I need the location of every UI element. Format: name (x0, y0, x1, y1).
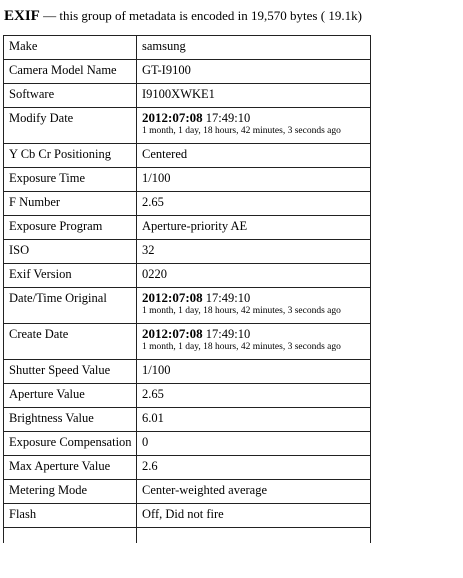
table-row (4, 408, 371, 432)
table-row (4, 84, 371, 108)
row-key: Max Aperture Value (4, 456, 137, 480)
table-row (4, 264, 371, 288)
row-value: Off, Did not fire (137, 504, 371, 528)
row-key: Exposure Program (4, 216, 137, 240)
table-row (4, 480, 371, 504)
table-row (4, 456, 371, 480)
row-value: GT-I9100 (137, 60, 371, 84)
table-row (4, 36, 371, 60)
table-row (4, 324, 371, 360)
table-row (4, 168, 371, 192)
row-value: 32 (137, 240, 371, 264)
relative-time: 1 month, 1 day, 18 hours, 42 minutes, 3 seconds ago (142, 306, 341, 316)
table-row (4, 144, 371, 168)
row-key: Metering Mode (4, 480, 137, 504)
row-value (137, 288, 371, 324)
row-key: Exposure Time (4, 168, 137, 192)
exif-table (3, 35, 371, 543)
time-value: 17:49:10 (205, 291, 251, 305)
row-value: I9100XWKE1 (137, 84, 371, 108)
table-row (4, 240, 371, 264)
row-key: F Number (4, 192, 137, 216)
table-row (4, 216, 371, 240)
row-value (137, 108, 371, 144)
row-value: Aperture-priority AE (137, 216, 371, 240)
row-key: Software (4, 84, 137, 108)
row-value: 1/100 (137, 360, 371, 384)
row-key: Aperture Value (4, 384, 137, 408)
row-value: 2.6 (137, 456, 371, 480)
relative-time: 1 month, 1 day, 18 hours, 42 minutes, 3 seconds ago (142, 342, 341, 352)
heading-size: ( 19.1k) (320, 8, 362, 23)
table-row (4, 360, 371, 384)
row-value-empty (137, 528, 371, 544)
row-key: Modify Date (4, 108, 137, 144)
table-row (4, 192, 371, 216)
row-key: Brightness Value (4, 408, 137, 432)
row-value: 1/100 (137, 168, 371, 192)
row-value: 2.65 (137, 192, 371, 216)
row-value (137, 324, 371, 360)
row-key: Date/Time Original (4, 288, 137, 324)
row-value: 2.65 (137, 384, 371, 408)
heading-dash: — (39, 8, 60, 23)
row-key: ISO (4, 240, 137, 264)
row-value: 0 (137, 432, 371, 456)
row-value: 6.01 (137, 408, 371, 432)
time-value: 17:49:10 (205, 327, 251, 341)
relative-time: 1 month, 1 day, 18 hours, 42 minutes, 3 seconds ago (142, 126, 341, 136)
table-row (4, 60, 371, 84)
time-value: 17:49:10 (205, 111, 251, 125)
table-row (4, 432, 371, 456)
heading-text: this group of metadata is encoded in 19,570 bytes (59, 8, 318, 23)
table-row (4, 384, 371, 408)
row-key: Exposure Compensation (4, 432, 137, 456)
date-value: 2012:07:08 (142, 326, 203, 341)
row-key: Camera Model Name (4, 60, 137, 84)
table-row (4, 108, 371, 144)
exif-title: EXIF (4, 8, 40, 24)
row-value: Center-weighted average (137, 480, 371, 504)
row-key-empty (4, 528, 137, 544)
row-key: Flash (4, 504, 137, 528)
date-value: 2012:07:08 (142, 110, 203, 125)
table-row (4, 504, 371, 528)
table-row (4, 288, 371, 324)
exif-heading (4, 8, 362, 25)
row-value: 0220 (137, 264, 371, 288)
row-key: Shutter Speed Value (4, 360, 137, 384)
table-row-cut-off (4, 528, 371, 544)
row-value: samsung (137, 36, 371, 60)
row-key: Y Cb Cr Positioning (4, 144, 137, 168)
row-value: Centered (137, 144, 371, 168)
row-key: Create Date (4, 324, 137, 360)
row-key: Make (4, 36, 137, 60)
row-key: Exif Version (4, 264, 137, 288)
date-value: 2012:07:08 (142, 290, 203, 305)
